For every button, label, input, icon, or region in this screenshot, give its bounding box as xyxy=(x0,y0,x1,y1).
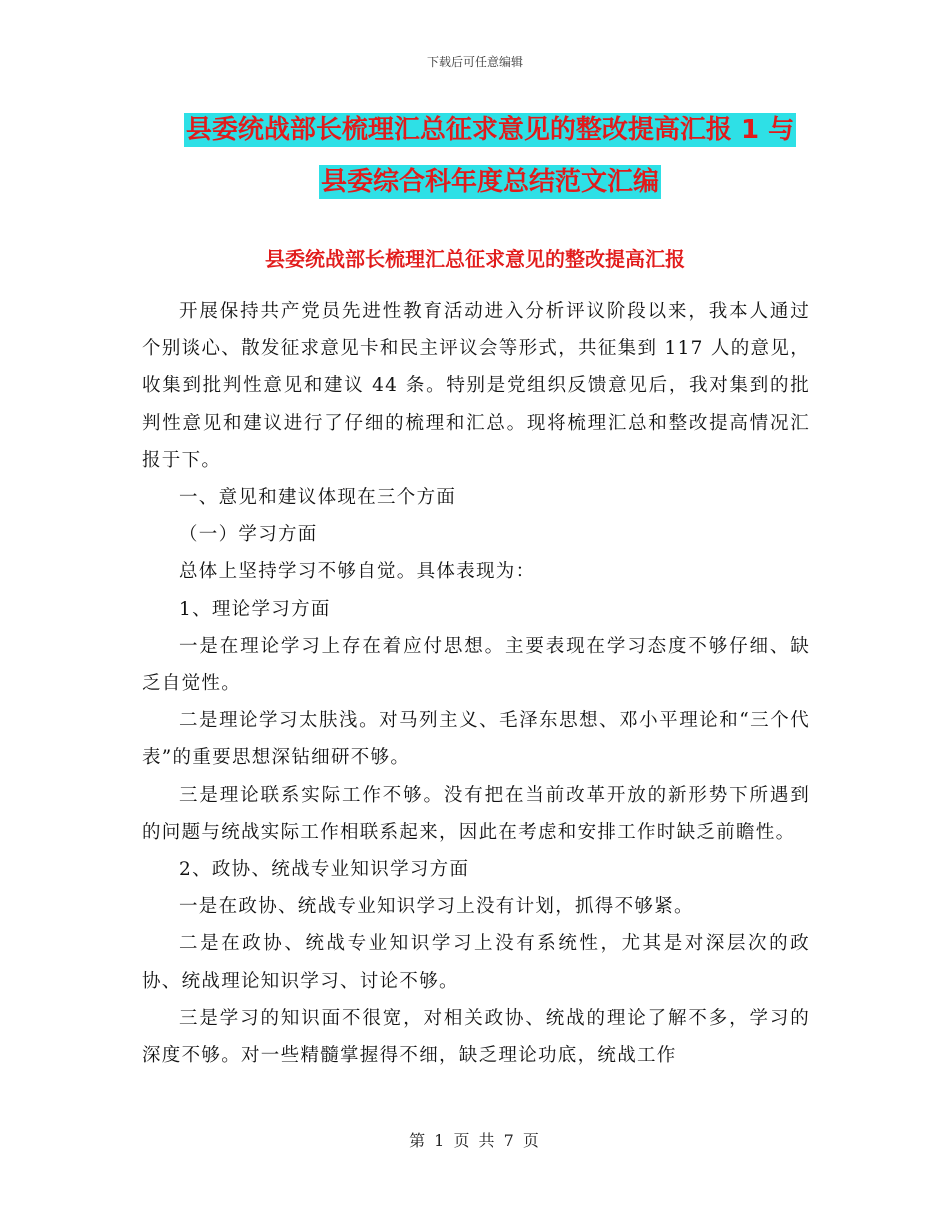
paragraph: 总体上坚持学习不够自觉。具体表现为： xyxy=(179,561,536,583)
paragraph: （一）学习方面 xyxy=(179,524,318,546)
paragraph: 三是学习的知识面不很宽，对相关政协、统战的理论了解不多，学习的深度不够。对一些精髓掌握得不细，缺乏理论功底，统战工作 xyxy=(142,1007,810,1067)
paragraph: 一是在政协、统战专业知识学习上没有计划，抓得不够紧。 xyxy=(179,896,694,918)
paragraph: 一、意见和建议体现在三个方面 xyxy=(179,487,457,509)
page-number: 第 1 页 共 7 页 xyxy=(409,1131,541,1150)
paragraph: 三是理论联系实际工作不够。没有把在当前改革开放的新形势下所遇到的问题与统战实际工作相联系起来，因此在考虑和安排工作时缺乏前瞻性。 xyxy=(142,784,810,843)
paragraph: 2、政协、统战专业知识学习方面 xyxy=(179,859,470,881)
paragraph: 1、理论学习方面 xyxy=(179,598,331,620)
paragraph: 开展保持共产党员先进性教育活动进入分析评议阶段以来，我本人通过个别谈心、散发征求意见卡和民主评议会等形式，共征集到 117 人的意见，收集到批判性意见和建议 44 条。特别是党组织反馈意见后，我对集到的批判性意见和建议进行了仔细的梳理和汇总。现将梳理汇总和整改提高情况汇报于下。 xyxy=(142,301,810,471)
section-title: 县委统战部长梳理汇总征求意见的整改提高汇报 xyxy=(265,247,685,271)
document-body xyxy=(142,293,810,1074)
paragraph: 一是在理论学习上存在着应付思想。主要表现在学习态度不够仔细、缺乏自觉性。 xyxy=(142,635,810,695)
paragraph: 二是理论学习太肤浅。对马列主义、毛泽东思想、邓小平理论和“三个代表”的重要思想深钻细研不够。 xyxy=(142,710,810,769)
document-title-line2: 县委综合科年度总结范文汇编 xyxy=(320,167,659,197)
document-title xyxy=(120,104,860,208)
header-note: 下载后可任意编辑 xyxy=(426,55,523,69)
paragraph: 二是在政协、统战专业知识学习上没有系统性，尤其是对深层次的政协、统战理论知识学习、讨论不够。 xyxy=(142,933,810,992)
document-title-line1: 县委统战部长梳理汇总征求意见的整改提高汇报 1 与 xyxy=(185,115,795,145)
